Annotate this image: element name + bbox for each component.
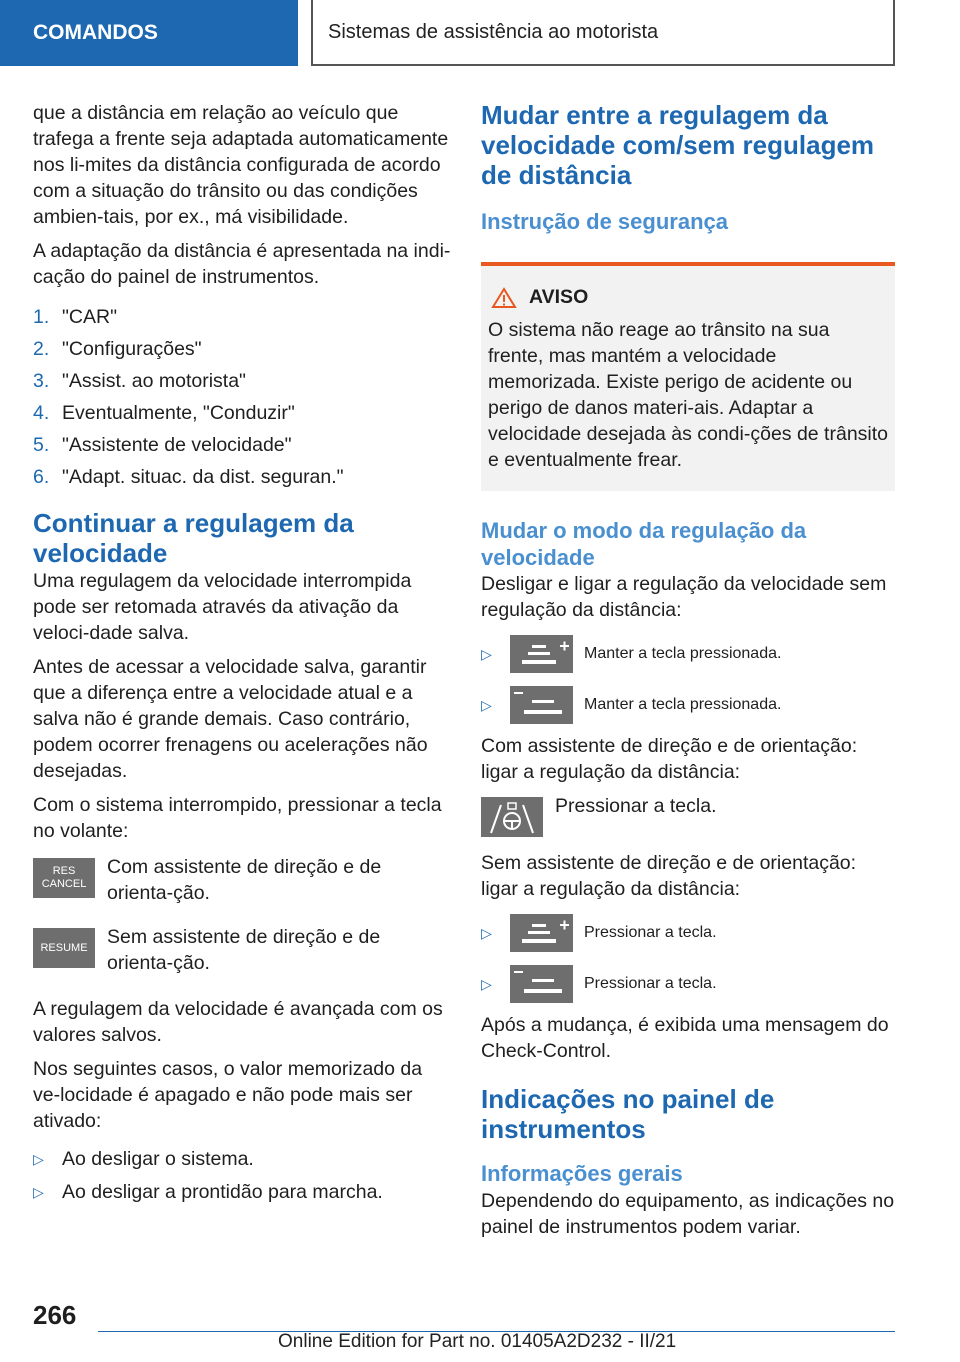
advance-paragraph: A regulagem da velocidade é avançada com os valores salvos.	[33, 998, 443, 1046]
triangle-bullet-icon: ▷	[481, 975, 492, 992]
list-item: 3. "Assist. ao motorista"	[33, 370, 246, 392]
section-title: COMANDOS	[33, 21, 158, 44]
heading-switch: Mudar entre a regulagem da velocidade com/sem regulagem de distância	[481, 100, 875, 190]
chapter-title: Sistemas de assistência ao motorista	[328, 20, 659, 43]
list-item: 1. "CAR"	[33, 306, 118, 328]
distance-minus-button-icon	[510, 686, 573, 724]
triangle-bullet-icon: ▷	[481, 924, 492, 941]
heading-continue: Continuar a regulagem da velocidade	[33, 508, 354, 568]
section-tab	[0, 0, 298, 66]
left-column	[33, 100, 451, 1212]
hold-key-text: Manter a tecla pressionada.	[584, 696, 782, 713]
continue-paragraph-3: Com o sistema interrompido, pressionar a tecla no volante:	[33, 794, 442, 842]
settings-steps	[33, 304, 451, 490]
intro-paragraph-2: A adaptação da distância é apresentada na indi-cação do painel de instrumentos.	[33, 240, 451, 288]
continue-paragraph-2: Antes de acessar a velocidade salva, garantir que a diferença entre a velocidade atual e a salva não é grande demais. Caso contrário, podem ocorrer frenagens ou acelerações não desejadas.	[33, 656, 428, 782]
press-key-text: Pressionar a tecla.	[584, 975, 717, 992]
after-paragraph: Após a mudança, é exibida uma mensagem do Check-Control.	[481, 1014, 889, 1062]
warning-triangle-icon	[491, 287, 517, 309]
list-item: 5. "Assistente de velocidade"	[33, 434, 292, 456]
hold-key-text: Manter a tecla pressionada.	[584, 645, 782, 662]
warning-title: AVISO	[529, 286, 589, 308]
key-description: Sem assistente de direção e de orienta-ção.	[107, 926, 381, 974]
right-column	[481, 100, 895, 1248]
list-item: ▷ Ao desligar a prontidão para marcha.	[33, 1181, 383, 1203]
key-res-cancel-row	[33, 858, 451, 906]
res-cancel-button-icon: RES CANCEL	[33, 858, 95, 898]
hold-key-row-2	[481, 686, 895, 724]
press-key-text: Pressionar a tecla.	[584, 924, 717, 941]
heading-safety: Instrução de segurança	[481, 209, 728, 234]
resume-button-icon: RESUME	[33, 928, 95, 968]
list-item: 6. "Adapt. situac. da dist. seguran."	[33, 466, 344, 488]
key-description: Pressionar a tecla.	[555, 795, 717, 817]
chapter-header	[311, 0, 895, 66]
steering-assist-button-icon	[481, 797, 543, 837]
intro-paragraph-1: que a distância em relação ao veículo que trafega a frente seja adaptada automaticamente nos li-mites da distância configurada de acordo com a situação do trânsito ou das condições ambien-tais, por ex., má visibilidade.	[33, 102, 449, 228]
list-item: 4. Eventualmente, "Conduzir"	[33, 402, 295, 424]
press-key-row-1	[481, 914, 895, 952]
list-item: 2. "Configurações"	[33, 338, 202, 360]
hold-key-row-1	[481, 635, 895, 673]
edition-note: Online Edition for Part no. 01405A2D232 - II/21	[278, 1331, 677, 1352]
distance-minus-button-icon	[510, 965, 573, 1003]
key-description: Com assistente de direção e de orienta-ção.	[107, 856, 382, 904]
warning-text: O sistema não reage ao trânsito na sua frente, mas mantém a velocidade memorizada. Existe perigo de acidente ou perigo de danos materi-ais. Adaptar a velocidade desejada às condi-ções de trânsito e eventualmente frear.	[488, 319, 889, 471]
distance-plus-button-icon	[510, 635, 573, 673]
warning-box	[481, 262, 895, 491]
press-key-row-2	[481, 965, 895, 1003]
without-assistant-paragraph: Sem assistente de direção e de orientação: ligar a regulação da distância:	[481, 852, 857, 900]
triangle-bullet-icon: ▷	[33, 1184, 44, 1200]
list-item: ▷ Ao desligar o sistema.	[33, 1148, 254, 1170]
heading-mode: Mudar o modo da regulação da velocidade	[481, 518, 807, 570]
cases-paragraph: Nos seguintes casos, o valor memorizado da ve-locidade é apagado e não pode mais ser ativado:	[33, 1058, 423, 1132]
distance-plus-button-icon	[510, 914, 573, 952]
cases-list	[33, 1146, 451, 1205]
continue-paragraph-1: Uma regulagem da velocidade interrompida pode ser retomada através da ativação da veloci-dade salva.	[33, 570, 412, 644]
heading-general: Informações gerais	[481, 1161, 683, 1186]
page-number: 266	[33, 1300, 77, 1330]
general-paragraph: Dependendo do equipamento, as indicações no painel de instrumentos podem variar.	[481, 1190, 895, 1238]
triangle-bullet-icon: ▷	[481, 645, 492, 662]
with-assistant-paragraph: Com assistente de direção e de orientação: ligar a regulação da distância:	[481, 735, 858, 783]
triangle-bullet-icon: ▷	[481, 696, 492, 713]
key-resume-row	[33, 928, 451, 976]
steering-key-row	[481, 797, 895, 837]
heading-indications: Indicações no painel de instrumentos	[481, 1084, 775, 1144]
triangle-bullet-icon: ▷	[33, 1151, 44, 1167]
mode-paragraph: Desligar e ligar a regulação da velocidade sem regulação da distância:	[481, 573, 887, 621]
